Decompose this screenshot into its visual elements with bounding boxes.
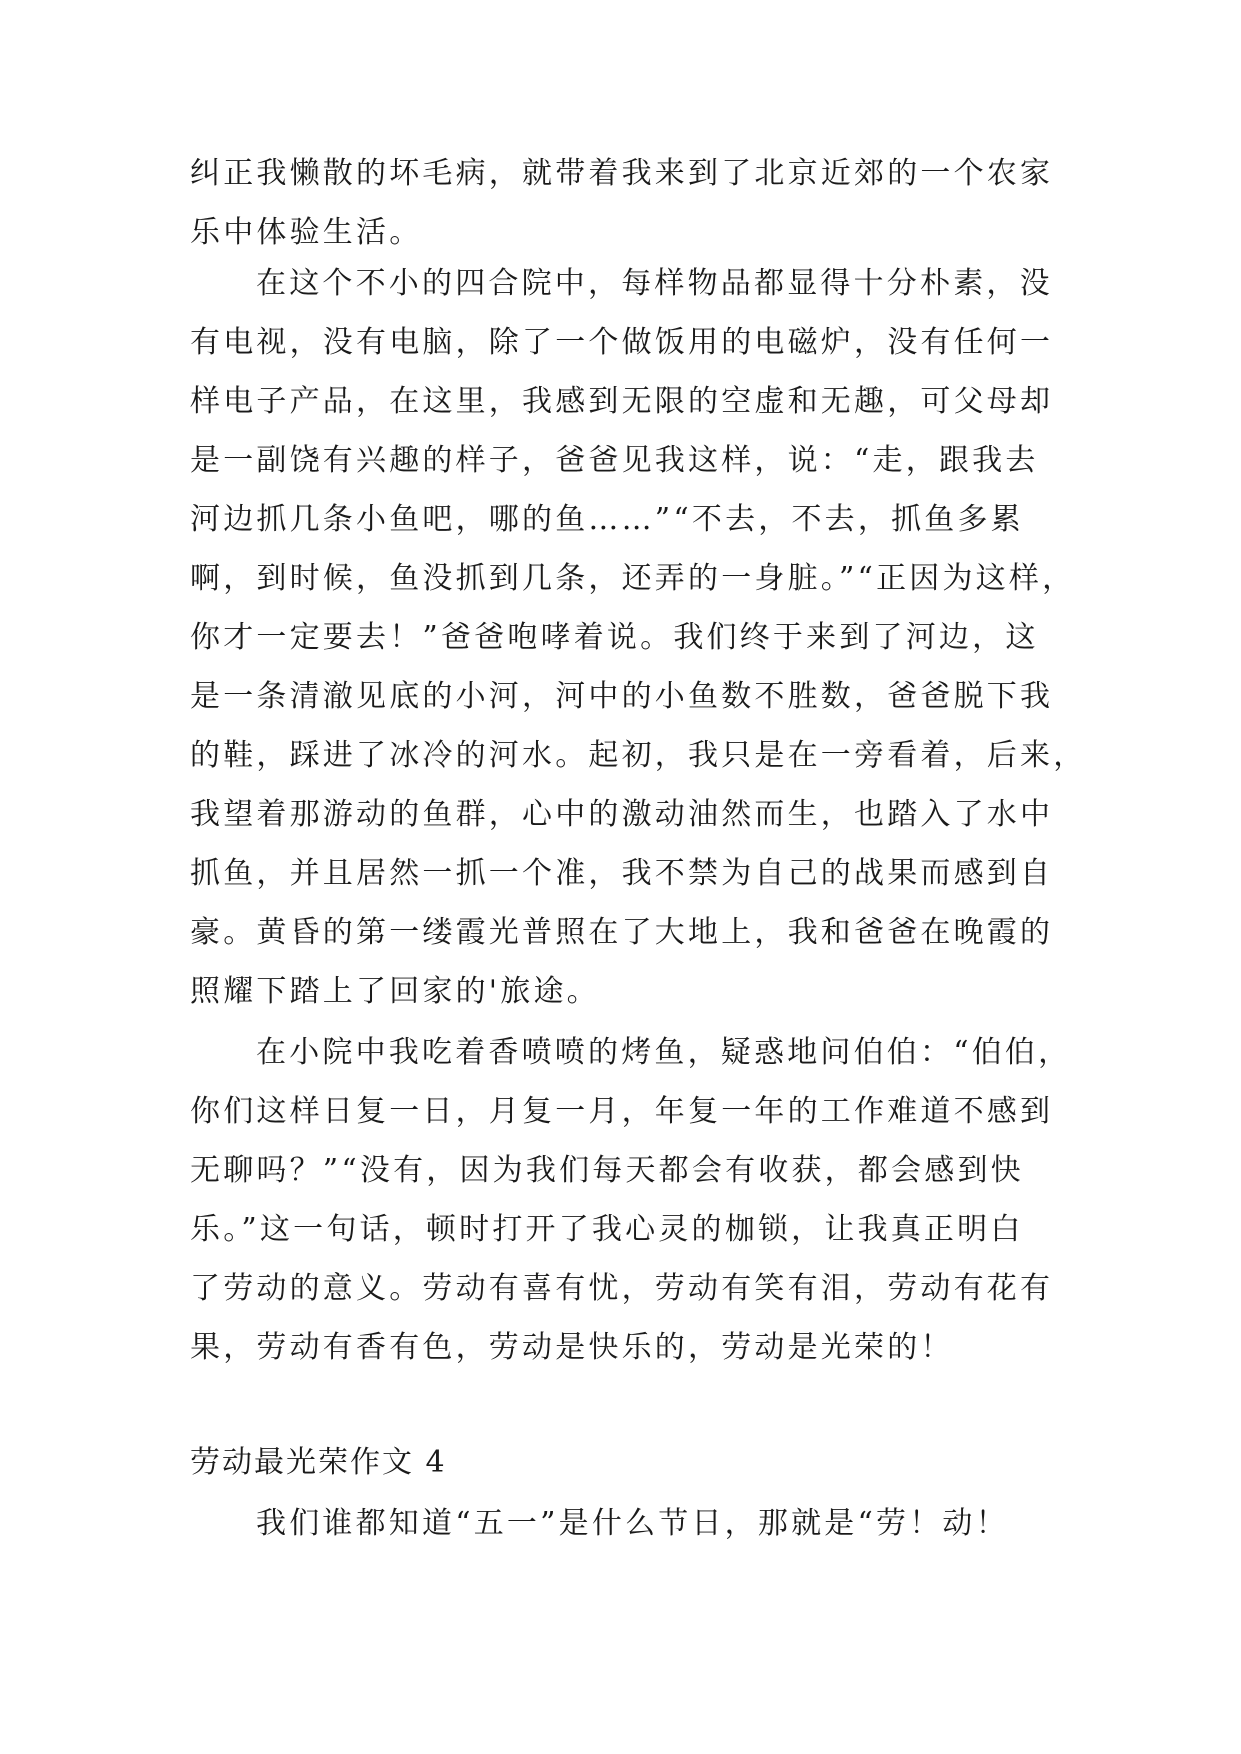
paragraph-line: 纠正我懒散的坏毛病，就带着我来到了北京近郊的一个农家: [190, 156, 1054, 191]
paragraph-line: 我们谁都知道“五一”是什么节日，那就是“劳！动！: [256, 1506, 1009, 1541]
paragraph-line: 我望着那游动的鱼群，心中的激动油然而生，也踏入了水中: [190, 797, 1054, 832]
paragraph-line: 是一副饶有兴趣的样子，爸爸见我这样，说：“走，跟我去: [190, 443, 1039, 478]
section-title: 劳动最光荣作文 4: [190, 1445, 447, 1480]
paragraph-line: 在小院中我吃着香喷喷的烤鱼，疑惑地问伯伯：“伯伯，: [256, 1035, 1072, 1070]
paragraph-line: 乐。”这一句话，顿时打开了我心灵的枷锁，让我真正明白: [190, 1212, 1024, 1247]
paragraph-2: [190, 254, 1087, 1021]
paragraph-line: 是一条清澈见底的小河，河中的小鱼数不胜数，爸爸脱下我: [190, 679, 1054, 714]
paragraph-line: 无聊吗？”“没有，因为我们每天都会有收获，都会感到快: [190, 1153, 1024, 1188]
paragraph-line: 河边抓几条小鱼吧，哪的鱼……”“不去，不去，抓鱼多累: [190, 502, 1024, 537]
paragraph-line: 果，劳动有香有色，劳动是快乐的，劳动是光荣的！: [190, 1330, 954, 1365]
paragraph-line: 了劳动的意义。劳动有喜有忧，劳动有笑有泪，劳动有花有: [190, 1271, 1054, 1306]
paragraph-line: 照耀下踏上了回家的'旅途。: [190, 974, 600, 1009]
paragraph-1: [190, 144, 1070, 262]
paragraph-line: 豪。黄昏的第一缕霞光普照在了大地上，我和爸爸在晚霞的: [190, 915, 1054, 950]
paragraph-line: 你才一定要去！”爸爸咆哮着说。我们终于来到了河边，这: [190, 620, 1039, 655]
paragraph-line: 的鞋，踩进了冰冷的河水。起初，我只是在一旁看着，后来，: [190, 738, 1087, 773]
paragraph-line: 啊，到时候，鱼没抓到几条，还弄的一身脏。”“正因为这样，: [190, 561, 1076, 596]
paragraph-line: 有电视，没有电脑，除了一个做饭用的电磁炉，没有任何一: [190, 325, 1054, 360]
paragraph-line: 在这个不小的四合院中，每样物品都显得十分朴素，没: [256, 266, 1053, 301]
paragraph-line: 抓鱼，并且居然一抓一个准，我不禁为自己的战果而感到自: [190, 856, 1054, 891]
paragraph-3: [190, 1023, 1070, 1377]
paragraph-line: 样电子产品，在这里，我感到无限的空虚和无趣，可父母却: [190, 384, 1054, 419]
paragraph-line: 乐中体验生活。: [190, 215, 423, 250]
paragraph-line: 你们这样日复一日，月复一月，年复一年的工作难道不感到: [190, 1094, 1054, 1129]
paragraph-4: [190, 1494, 1009, 1553]
